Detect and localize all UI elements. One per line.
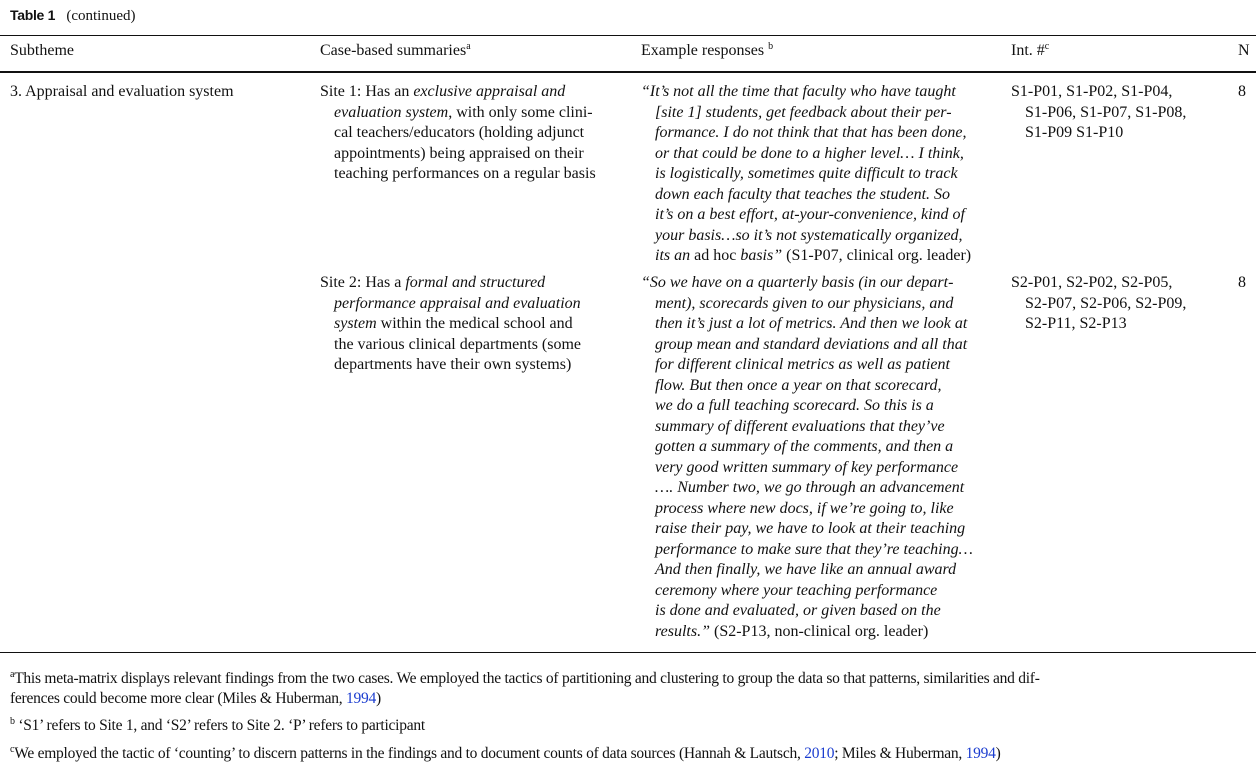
interview-ids-line <box>1011 123 1186 144</box>
summary-line <box>320 314 581 335</box>
response-line <box>641 437 973 458</box>
footnote-c-text2: ; Miles & Huberman, <box>834 745 966 762</box>
footnote-b-text: ‘S1’ refers to Site 1, and ‘S2’ refers to Site 2. ‘P’ refers to participant <box>14 717 425 734</box>
summary-text: exclusive appraisal and <box>413 83 566 100</box>
response-text: is logistically, sometimes quite difficult to track <box>655 165 958 182</box>
response-text: formance. I do not think that that has been done, <box>655 124 967 141</box>
response-text: “It’s not all the time that faculty who have taught <box>641 83 956 100</box>
response-line <box>641 246 971 267</box>
response-line <box>641 103 971 124</box>
response-text: its an <box>655 247 695 264</box>
summary-text: departments have their own systems) <box>334 356 572 373</box>
header-summaries <box>320 42 471 60</box>
summary-text: appointments) being appraised on their <box>334 144 584 162</box>
response-text: it’s on a best effort, at-your-convenience, kind of <box>655 206 965 223</box>
response-text: “So we have on a quarterly basis (in our depart- <box>641 274 954 291</box>
response-text: raise their pay, we have to look at their teaching <box>655 520 966 537</box>
response-cell-site1 <box>641 82 971 267</box>
summary-line <box>320 82 596 103</box>
header-responses-text: Example responses <box>641 42 769 59</box>
footnote-a-cont <box>10 690 381 708</box>
response-text: And then finally, we have like an annual award <box>655 561 957 578</box>
citation-link-1994[interactable]: 1994 <box>965 745 996 762</box>
footnote-a-marker: a <box>10 669 15 680</box>
response-line <box>641 144 971 165</box>
summary-text: system <box>334 315 377 332</box>
footnote-c-text1: We employed the tactic of ‘counting’ to discern patterns in the findings and to document counts of data sources (Hannah & Lautsch, <box>14 745 805 762</box>
summary-line <box>320 273 581 294</box>
footnote-a-line1: This meta-matrix displays relevant findings from the two cases. We employed the tactics of partitioning and clustering to group the data so that patterns, similarities and dif- <box>14 670 1040 687</box>
response-line <box>641 164 971 185</box>
response-text: …. Number two, we go through an advancement <box>655 479 965 496</box>
footnote-c <box>10 745 1001 763</box>
summary-line <box>320 335 581 356</box>
top-rule <box>0 35 1256 36</box>
footnote-b <box>10 717 425 735</box>
response-text: ad hoc <box>694 247 741 264</box>
n-cell-site2: 8 <box>1238 274 1246 291</box>
table-caption <box>10 7 136 25</box>
response-line <box>641 601 973 622</box>
response-line <box>641 185 971 206</box>
summary-cell-site1 <box>320 82 596 185</box>
summary-text: the various clinical departments (some <box>334 335 582 353</box>
header-summaries-text: Case-based summaries <box>320 42 467 59</box>
summary-line <box>320 144 596 165</box>
response-line <box>641 335 973 356</box>
footnote-ref-c: c <box>1044 41 1050 52</box>
response-text: (S1-P07, clinical org. leader) <box>782 247 972 264</box>
response-text: or that could be done to a higher level… I think, <box>655 144 964 162</box>
response-text: your basis…so it’s not systematically organized, <box>655 226 963 244</box>
response-line <box>641 314 973 335</box>
summary-cell-site2 <box>320 273 581 376</box>
int-cell-site1 <box>1011 82 1186 144</box>
response-line <box>641 294 973 315</box>
summary-text: teaching performances on a regular basis <box>334 165 596 182</box>
response-text: flow. But then once a year on that scorecard, <box>655 376 942 394</box>
summary-text: within the medical school and <box>376 315 573 332</box>
response-text: process where new docs, if we’re going to, like <box>655 499 954 517</box>
response-line <box>641 123 971 144</box>
response-line <box>641 355 973 376</box>
summary-text: , with only some clini- <box>448 103 593 121</box>
response-line <box>641 581 973 602</box>
response-line <box>641 376 973 397</box>
table-label: Table 1 <box>10 7 56 23</box>
header-subtheme: Subtheme <box>10 42 74 59</box>
header-n: N <box>1238 42 1250 59</box>
response-text: basis” <box>740 247 783 264</box>
response-line <box>641 499 973 520</box>
citation-link-1994[interactable]: 1994 <box>346 690 377 707</box>
interview-ids-text: S2-P01, S2-P02, S2-P05, <box>1011 274 1173 291</box>
response-line <box>641 396 973 417</box>
subtheme-cell: 3. Appraisal and evaluation system <box>10 83 234 100</box>
response-line <box>641 82 971 103</box>
response-text: results.” <box>655 622 710 640</box>
header-int-text: Int. # <box>1011 42 1045 59</box>
response-line <box>641 478 973 499</box>
interview-ids-line <box>1011 103 1186 124</box>
response-text: very good written summary of key performance <box>655 458 959 476</box>
response-text: for different clinical metrics as well as patient <box>655 356 950 373</box>
response-line <box>641 273 973 294</box>
summary-text: formal and structured <box>405 274 546 291</box>
summary-text: performance appraisal and evaluation <box>334 294 581 312</box>
interview-ids-line <box>1011 82 1186 103</box>
caption-continued: (continued) <box>66 8 136 24</box>
response-line <box>641 417 973 438</box>
summary-line <box>320 103 596 124</box>
response-line <box>641 560 973 581</box>
response-cell-site2 <box>641 273 973 642</box>
response-text: ceremony where your teaching performance <box>655 581 938 599</box>
summary-line <box>320 294 581 315</box>
response-text: performance to make sure that they’re teaching… <box>655 540 973 558</box>
response-text: is done and evaluated, or given based on the <box>655 602 941 619</box>
interview-ids-text: S1-P01, S1-P02, S1-P04, <box>1011 83 1173 100</box>
interview-ids-text: S2-P11, S2-P13 <box>1025 315 1127 332</box>
response-text: summary of different evaluations that they’ve <box>655 417 945 435</box>
bottom-rule <box>0 652 1256 653</box>
footnote-a-end: ) <box>376 690 381 707</box>
header-int <box>1011 42 1049 60</box>
response-text: group mean and standard deviations and all that <box>655 335 968 353</box>
response-text: gotten a summary of the comments, and then a <box>655 438 954 455</box>
footnote-ref-a: a <box>466 41 471 52</box>
header-rule <box>0 71 1256 73</box>
interview-ids-text: S1-P09 S1-P10 <box>1025 124 1124 141</box>
response-line <box>641 205 971 226</box>
response-line <box>641 622 973 643</box>
n-cell-site1: 8 <box>1238 83 1246 100</box>
interview-ids-text: S2-P07, S2-P06, S2-P09, <box>1025 294 1187 312</box>
interview-ids-line <box>1011 314 1186 335</box>
footnote-c-end: ) <box>995 745 1001 762</box>
summary-text: Site 2: Has a <box>320 274 406 291</box>
interview-ids-line <box>1011 294 1186 315</box>
footnote-ref-b: b <box>768 41 774 52</box>
response-text: [site 1] students, get feedback about their per- <box>655 103 952 121</box>
summary-text: evaluation system <box>334 103 449 121</box>
response-text: we do a full teaching scorecard. So this is a <box>655 397 934 414</box>
summary-line <box>320 355 581 376</box>
summary-line <box>320 164 596 185</box>
response-text: ment), scorecards given to our physicians, and <box>655 294 954 312</box>
response-line <box>641 226 971 247</box>
response-line <box>641 540 973 561</box>
response-text: then it’s just a lot of metrics. And then we look at <box>655 315 968 332</box>
footnote-a <box>10 670 1040 688</box>
response-text: down each faculty that teaches the student. So <box>655 185 951 203</box>
interview-ids-line <box>1011 273 1186 294</box>
citation-link-2010[interactable]: 2010 <box>804 745 835 762</box>
footnote-c-marker: c <box>10 744 15 755</box>
summary-text: Site 1: Has an <box>320 83 414 100</box>
response-text: (S2-P13, non-clinical org. leader) <box>709 622 929 640</box>
interview-ids-text: S1-P06, S1-P07, S1-P08, <box>1025 103 1187 121</box>
response-line <box>641 519 973 540</box>
footnote-a-line2: ferences could become more clear (Miles & Huberman, <box>10 690 347 707</box>
footnote-b-marker: b <box>10 716 15 727</box>
response-line <box>641 458 973 479</box>
header-responses <box>641 42 773 60</box>
summary-text: cal teachers/educators (holding adjunct <box>334 124 585 141</box>
int-cell-site2 <box>1011 273 1186 335</box>
summary-line <box>320 123 596 144</box>
